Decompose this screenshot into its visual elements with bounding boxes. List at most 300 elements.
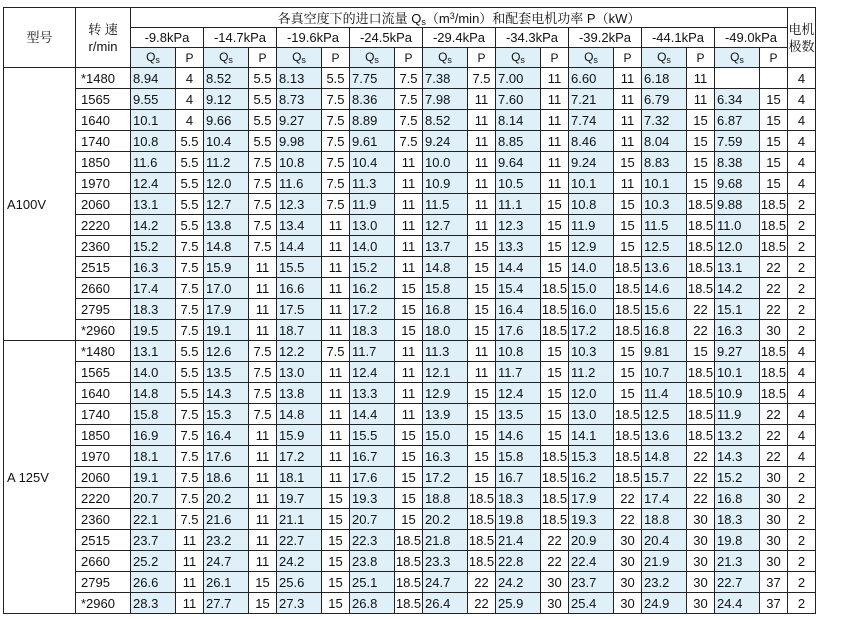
flow-cell: 10.1 (131, 110, 176, 131)
flow-cell: 15.3 (569, 446, 614, 467)
power-cell: 7.5 (322, 173, 350, 194)
table-row (4, 362, 816, 383)
power-cell: 15 (395, 425, 423, 446)
flow-cell: 8.73 (277, 89, 322, 110)
power-cell: 15 (541, 362, 569, 383)
power-cell: 18.5 (614, 446, 642, 467)
flow-cell: 14.8 (204, 236, 249, 257)
table-row (4, 131, 816, 152)
table-row (4, 278, 816, 299)
flow-cell: 18.6 (204, 467, 249, 488)
flow-cell: 14.8 (131, 383, 176, 404)
flow-cell: 19.3 (569, 509, 614, 530)
power-subheader: P (614, 48, 642, 68)
speed-cell: 2795 (76, 299, 131, 320)
flow-cell: 11.5 (423, 194, 468, 215)
flow-cell: 7.74 (569, 110, 614, 131)
power-cell: 22 (614, 509, 642, 530)
flow-cell: 17.5 (277, 299, 322, 320)
poles-header-line1: 电机 (788, 21, 815, 37)
flow-cell: 24.7 (423, 572, 468, 593)
power-cell: 4 (176, 89, 204, 110)
flow-cell: 11.2 (569, 362, 614, 383)
flow-cell: 20.2 (423, 509, 468, 530)
flow-cell: 21.3 (715, 551, 760, 572)
flow-cell: 15.6 (642, 299, 687, 320)
flow-cell: 19.5 (131, 320, 176, 341)
power-cell: 15 (760, 110, 788, 131)
power-cell: 15 (322, 572, 350, 593)
power-cell: 11 (176, 551, 204, 572)
flow-cell: 12.0 (204, 173, 249, 194)
flow-cell: 6.60 (569, 68, 614, 89)
speed-cell: 2360 (76, 509, 131, 530)
power-cell: 22 (760, 425, 788, 446)
flow-subheader (204, 48, 249, 68)
power-cell: 15 (468, 446, 496, 467)
table-row (4, 467, 816, 488)
flow-cell: 14.6 (642, 278, 687, 299)
power-cell: 22 (687, 488, 715, 509)
speed-cell: *1480 (76, 341, 131, 362)
power-subheader: P (249, 48, 277, 68)
flow-cell: 6.79 (642, 89, 687, 110)
flow-cell: 15.9 (204, 257, 249, 278)
power-cell: 11 (322, 215, 350, 236)
poles-cell: 2 (788, 530, 816, 551)
poles-cell: 2 (788, 257, 816, 278)
flow-cell: 12.1 (423, 362, 468, 383)
power-cell: 15 (614, 236, 642, 257)
flow-cell: 13.6 (642, 425, 687, 446)
power-cell: 22 (614, 488, 642, 509)
power-cell: 15 (322, 509, 350, 530)
table-body (4, 68, 816, 614)
title-pre: 各真空度下的进口流量 Q (277, 11, 422, 26)
flow-cell: 22.3 (350, 530, 395, 551)
flow-cell: 12.7 (423, 215, 468, 236)
flow-cell: 17.9 (569, 488, 614, 509)
power-cell: 15 (468, 320, 496, 341)
power-cell: 15 (541, 341, 569, 362)
power-cell: 11 (249, 551, 277, 572)
power-cell: 18.5 (760, 215, 788, 236)
power-cell: 18.5 (395, 572, 423, 593)
power-cell: 15 (760, 173, 788, 194)
table-row (4, 152, 816, 173)
power-cell: 11 (249, 530, 277, 551)
flow-cell: 11.3 (350, 173, 395, 194)
flow-cell: 15.4 (496, 278, 541, 299)
flow-cell: 8.46 (569, 131, 614, 152)
power-subheader: P (322, 48, 350, 68)
power-subheader: P (176, 48, 204, 68)
flow-cell: 25.2 (131, 551, 176, 572)
flow-cell: 9.68 (715, 173, 760, 194)
power-cell: 11 (176, 530, 204, 551)
power-cell: 22 (760, 278, 788, 299)
flow-cell: 16.3 (715, 320, 760, 341)
flow-cell: 25.4 (569, 593, 614, 614)
flow-cell: 13.2 (715, 425, 760, 446)
power-cell: 15 (760, 152, 788, 173)
power-cell: 7.5 (322, 110, 350, 131)
power-cell: 22 (687, 446, 715, 467)
power-cell: 37 (760, 572, 788, 593)
vacuum-level-header: -19.6kPa (277, 28, 350, 48)
power-cell: 11 (541, 89, 569, 110)
flow-cell: 11.6 (277, 173, 322, 194)
power-cell: 11 (614, 131, 642, 152)
flow-cell: 19.7 (277, 488, 322, 509)
power-cell: 7.5 (249, 173, 277, 194)
power-cell: 30 (687, 572, 715, 593)
power-cell: 7.5 (176, 236, 204, 257)
flow-cell: 15.2 (131, 236, 176, 257)
flow-cell: 7.21 (569, 89, 614, 110)
power-cell: 7.5 (249, 194, 277, 215)
flow-cell: 18.1 (131, 446, 176, 467)
flow-cell: 13.5 (496, 404, 541, 425)
power-cell: 7.5 (249, 383, 277, 404)
power-cell: 15 (760, 89, 788, 110)
power-cell: 11 (541, 68, 569, 89)
table-row (4, 341, 816, 362)
flow-cell: 19.1 (131, 467, 176, 488)
flow-cell: 14.2 (131, 215, 176, 236)
power-cell: 18.5 (760, 194, 788, 215)
flow-cell: 11.9 (350, 194, 395, 215)
flow-cell: 16.0 (569, 299, 614, 320)
flow-cell: 14.2 (715, 278, 760, 299)
power-cell: 15 (468, 404, 496, 425)
power-cell: 5.5 (176, 383, 204, 404)
flow-cell: 15.5 (350, 425, 395, 446)
power-cell: 37 (760, 593, 788, 614)
power-cell: 11 (249, 488, 277, 509)
flow-cell: 12.0 (715, 236, 760, 257)
flow-cell: 11.1 (496, 194, 541, 215)
flow-cell: 9.27 (715, 341, 760, 362)
flow-cell: 13.0 (350, 215, 395, 236)
flow-cell: 14.1 (569, 425, 614, 446)
flow-subheader-subscript: s (374, 55, 379, 65)
flow-cell: 15.0 (423, 425, 468, 446)
flow-cell: 15.0 (569, 278, 614, 299)
flow-cell: 7.00 (496, 68, 541, 89)
flow-subheader-label: Q (292, 50, 302, 64)
flow-cell: 13.5 (204, 362, 249, 383)
power-cell: 11 (322, 467, 350, 488)
flow-cell: 26.4 (423, 593, 468, 614)
power-cell: 11 (322, 299, 350, 320)
power-cell: 22 (760, 257, 788, 278)
power-cell: 11 (468, 173, 496, 194)
flow-cell: 10.4 (204, 131, 249, 152)
flow-cell: 22.7 (715, 572, 760, 593)
flow-cell: 13.8 (277, 383, 322, 404)
flow-cell: 13.9 (423, 404, 468, 425)
flow-cell: 20.2 (204, 488, 249, 509)
power-cell: 18.5 (614, 404, 642, 425)
flow-cell: 14.4 (496, 257, 541, 278)
flow-subheader-label: Q (438, 50, 448, 64)
speed-cell: 1970 (76, 446, 131, 467)
flow-cell: 16.4 (204, 425, 249, 446)
power-cell: 11 (322, 278, 350, 299)
flow-cell: 6.87 (715, 110, 760, 131)
power-cell: 18.5 (541, 278, 569, 299)
power-cell: 11 (395, 362, 423, 383)
power-cell: 15 (614, 362, 642, 383)
flow-cell: 24.2 (496, 572, 541, 593)
power-cell: 7.5 (322, 89, 350, 110)
flow-cell: 15.5 (277, 257, 322, 278)
flow-subheader-subscript: s (447, 55, 452, 65)
flow-cell: 13.0 (569, 404, 614, 425)
power-cell: 11 (249, 446, 277, 467)
flow-subheader-subscript: s (228, 55, 233, 65)
speed-cell: 2660 (76, 278, 131, 299)
speed-column-header (76, 8, 131, 68)
flow-subheader (277, 48, 322, 68)
speed-cell: 1740 (76, 404, 131, 425)
poles-column-header (788, 8, 816, 68)
power-cell: 22 (468, 572, 496, 593)
speed-cell: 2360 (76, 236, 131, 257)
flow-cell: 20.7 (131, 488, 176, 509)
power-cell: 11 (395, 152, 423, 173)
flow-cell: 23.2 (642, 572, 687, 593)
flow-cell: 11.6 (131, 152, 176, 173)
power-cell: 18.5 (395, 551, 423, 572)
flow-cell: 21.1 (277, 509, 322, 530)
power-cell: 15 (395, 488, 423, 509)
flow-cell: 12.2 (277, 341, 322, 362)
flow-cell: 11.9 (715, 404, 760, 425)
power-cell: 11 (541, 152, 569, 173)
flow-cell: 13.0 (277, 362, 322, 383)
flow-cell: 19.8 (496, 509, 541, 530)
flow-cell: 8.36 (350, 89, 395, 110)
flow-cell: 19.3 (350, 488, 395, 509)
power-cell: 15 (760, 131, 788, 152)
power-cell: 7.5 (249, 404, 277, 425)
power-cell: 7.5 (249, 152, 277, 173)
flow-cell: 18.7 (277, 320, 322, 341)
poles-cell: 2 (788, 278, 816, 299)
flow-cell: 12.3 (277, 194, 322, 215)
power-cell: 11 (614, 89, 642, 110)
flow-cell: 12.0 (569, 383, 614, 404)
poles-cell: 4 (788, 425, 816, 446)
speed-cell: 1565 (76, 89, 131, 110)
poles-cell: 4 (788, 68, 816, 89)
model-column-header: 型号 (4, 8, 76, 68)
power-cell: 30 (687, 509, 715, 530)
title-subscript: s (421, 17, 426, 27)
poles-cell: 2 (788, 572, 816, 593)
flow-cell: 12.4 (496, 383, 541, 404)
power-cell: 22 (760, 446, 788, 467)
flow-cell: 9.66 (204, 110, 249, 131)
flow-cell: 9.88 (715, 194, 760, 215)
power-cell: 18.5 (541, 299, 569, 320)
poles-cell: 2 (788, 509, 816, 530)
flow-subheader (569, 48, 614, 68)
flow-cell: 17.6 (350, 467, 395, 488)
power-cell: 11 (249, 299, 277, 320)
flow-cell: 12.6 (204, 341, 249, 362)
poles-cell: 4 (788, 383, 816, 404)
power-cell: 7.5 (395, 89, 423, 110)
table-row (4, 509, 816, 530)
power-cell: 15 (468, 278, 496, 299)
power-cell: 15 (395, 299, 423, 320)
table-row (4, 89, 816, 110)
power-cell: 7.5 (176, 488, 204, 509)
table-row (4, 572, 816, 593)
flow-cell: 16.2 (350, 278, 395, 299)
flow-cell: 14.0 (350, 236, 395, 257)
flow-cell: 10.1 (569, 173, 614, 194)
power-cell: 5.5 (249, 89, 277, 110)
flow-cell: 12.9 (569, 236, 614, 257)
power-cell: 7.5 (176, 509, 204, 530)
flow-subheader-label: Q (365, 50, 375, 64)
power-cell: 30 (760, 320, 788, 341)
flow-cell: 18.0 (423, 320, 468, 341)
flow-cell: 9.24 (569, 152, 614, 173)
poles-cell: 2 (788, 551, 816, 572)
power-cell: 5.5 (176, 362, 204, 383)
flow-cell: 20.7 (350, 509, 395, 530)
flow-cell: 17.9 (204, 299, 249, 320)
poles-cell: 2 (788, 299, 816, 320)
speed-cell: 1640 (76, 383, 131, 404)
power-cell: 5.5 (176, 152, 204, 173)
power-cell: 18.5 (760, 236, 788, 257)
flow-subheader-subscript: s (739, 55, 744, 65)
speed-cell: *2960 (76, 593, 131, 614)
poles-cell: 4 (788, 404, 816, 425)
flow-cell: 24.2 (277, 551, 322, 572)
power-cell: 15 (395, 446, 423, 467)
flow-cell: 22.8 (496, 551, 541, 572)
power-cell: 7.5 (395, 131, 423, 152)
power-cell: 11 (687, 68, 715, 89)
power-cell: 7.5 (395, 68, 423, 89)
power-cell: 30 (760, 488, 788, 509)
power-cell: 7.5 (322, 152, 350, 173)
power-cell: 11 (249, 509, 277, 530)
flow-cell: 10.9 (715, 383, 760, 404)
power-cell: 18.5 (541, 320, 569, 341)
power-cell: 7.5 (176, 257, 204, 278)
flow-cell: 7.75 (350, 68, 395, 89)
poles-cell: 2 (788, 593, 816, 614)
flow-cell: 15.8 (131, 404, 176, 425)
flow-subheader (715, 48, 760, 68)
power-cell: 11 (395, 404, 423, 425)
flow-cell: 9.64 (496, 152, 541, 173)
power-cell: 11 (541, 173, 569, 194)
flow-cell: 10.3 (569, 341, 614, 362)
power-cell: 11 (249, 278, 277, 299)
power-cell: 7.5 (176, 467, 204, 488)
model-cell: A100V (4, 68, 76, 341)
table-row (4, 299, 816, 320)
title-post: /min）和配套电机功率 P（kW） (454, 11, 641, 26)
flow-cell: 21.8 (423, 530, 468, 551)
flow-cell: 16.8 (715, 488, 760, 509)
power-cell: 15 (614, 194, 642, 215)
flow-cell: 12.5 (642, 236, 687, 257)
power-cell: 11 (614, 68, 642, 89)
power-cell: 15 (249, 572, 277, 593)
power-cell: 7.5 (249, 236, 277, 257)
power-cell: 11 (395, 215, 423, 236)
flow-subheader (131, 48, 176, 68)
power-cell: 15 (322, 551, 350, 572)
flow-cell: 19.8 (715, 530, 760, 551)
poles-cell: 4 (788, 446, 816, 467)
flow-subheader-label: Q (730, 50, 740, 64)
flow-cell: 9.98 (277, 131, 322, 152)
power-cell: 15 (614, 152, 642, 173)
flow-cell: 9.61 (350, 131, 395, 152)
poles-cell: 4 (788, 152, 816, 173)
poles-cell: 2 (788, 236, 816, 257)
vacuum-level-header: -14.7kPa (204, 28, 277, 48)
flow-cell: 16.9 (131, 425, 176, 446)
flow-cell: 6.18 (642, 68, 687, 89)
flow-cell: 11.7 (350, 341, 395, 362)
flow-subheader-label: Q (657, 50, 667, 64)
flow-cell: 13.1 (715, 257, 760, 278)
flow-cell: 12.4 (350, 362, 395, 383)
power-cell: 7.5 (322, 341, 350, 362)
flow-subheader-subscript: s (301, 55, 306, 65)
flow-cell: 10.3 (642, 194, 687, 215)
speed-cell: 2515 (76, 257, 131, 278)
flow-cell: 16.2 (569, 467, 614, 488)
flow-cell: 12.7 (204, 194, 249, 215)
flow-cell: 13.4 (277, 215, 322, 236)
table-row (4, 383, 816, 404)
speed-cell: 2060 (76, 194, 131, 215)
power-cell: 5.5 (176, 194, 204, 215)
power-cell: 15 (468, 299, 496, 320)
flow-cell: 14.3 (204, 383, 249, 404)
flow-cell: 18.3 (715, 509, 760, 530)
power-cell: 30 (760, 530, 788, 551)
power-subheader: P (468, 48, 496, 68)
poles-cell: 4 (788, 362, 816, 383)
power-cell: 11 (395, 236, 423, 257)
flow-cell: 25.9 (496, 593, 541, 614)
power-cell: 30 (760, 509, 788, 530)
flow-cell: 15.3 (204, 404, 249, 425)
flow-cell: 12.5 (642, 404, 687, 425)
flow-cell: 8.14 (496, 110, 541, 131)
flow-cell: 22.7 (277, 530, 322, 551)
flow-cell: 18.8 (642, 509, 687, 530)
flow-cell: 14.4 (350, 404, 395, 425)
flow-cell: 8.38 (715, 152, 760, 173)
power-cell: 18.5 (687, 404, 715, 425)
flow-cell (715, 68, 760, 89)
